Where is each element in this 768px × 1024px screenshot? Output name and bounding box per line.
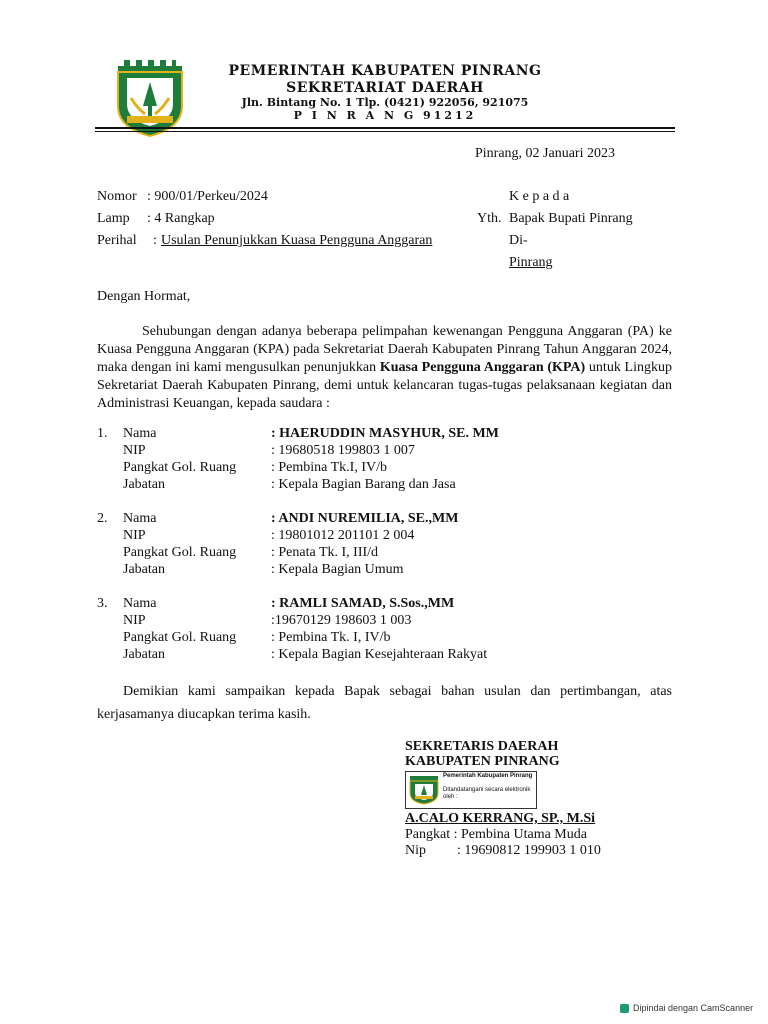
recipient-place: Pinrang [509, 255, 553, 270]
person-2-nama-label: Nama [123, 511, 157, 526]
camscanner-text: Dipindai dengan CamScanner [633, 1003, 754, 1013]
signatory-pangkat: Pangkat : Pembina Utama Muda [405, 827, 587, 842]
person-2-jabatan-label: Jabatan [123, 562, 165, 577]
person-3-nip: :19670129 198603 1 003 [271, 613, 412, 628]
letterhead-address: Jln. Bintang No. 1 Tlp. (0421) 922056, 921075 [241, 96, 529, 109]
salutation: Dengan Hormat, [97, 289, 191, 304]
kepada-label: K e p a d a [509, 189, 570, 204]
body-text-a: Sehubungan dengan adanya beberapa pelimpahan kewenangan Pengguna Anggaran (PA) ke Kuasa Pengguna Anggaran (KPA) pada Sekretariat Daerah Kabupaten Pinrang Tahun Anggaran 2024, maka dengan ini kami mengusulkan penunjukkan [97, 324, 672, 375]
person-2-pangkat: : Penata Tk. I, III/d [271, 545, 379, 560]
person-2-nama: : ANDI NUREMILIA, SE.,MM [271, 511, 459, 526]
signatory-name: A.CALO KERRANG, SP., M.Si [405, 811, 596, 826]
letterhead-city: P I N R A N G 91212 [293, 109, 477, 122]
signatory-title-2: KABUPATEN PINRANG [405, 754, 560, 769]
yth-label: Yth. [477, 211, 502, 226]
camscanner-watermark [620, 1003, 753, 1013]
person-1-jabatan-label: Jabatan [123, 477, 165, 492]
body-text-bold: Kuasa Pengguna Anggaran (KPA) [379, 360, 586, 375]
recipient-di: Di- [509, 233, 528, 248]
e-signature-text: Ditandatangani secara elektronik oleh : [443, 787, 531, 800]
body-text-b: untuk Lingkup Sekretariat Daerah Kabupaten Pinrang, demi untuk kelancaran tugas-tugas pelaksanaan kegiatan dan Administrasi Keuangan, kepada saudara : [97, 360, 672, 411]
lamp-value: : 4 Rangkap [147, 211, 215, 226]
person-1-nama: : HAERUDDIN MASYHUR, SE. MM [271, 426, 499, 441]
nomor-value: : 900/01/Perkeu/2024 [147, 189, 268, 204]
person-1-pangkat-label: Pangkat Gol. Ruang [123, 460, 237, 475]
person-3-nama: : RAMLI SAMAD, S.Sos.,MM [271, 596, 455, 611]
closing-paragraph [97, 680, 672, 726]
letterhead-line-2: SEKRETARIAT DAERAH [286, 80, 484, 96]
signatory-title-1: SEKRETARIS DAERAH [405, 739, 559, 754]
person-3-jabatan-label: Jabatan [123, 647, 165, 662]
person-1-nip: : 19680518 199803 1 007 [271, 443, 415, 458]
person-1-jabatan: : Kepala Bagian Barang dan Jasa [271, 477, 456, 492]
perihal-label: Perihal [97, 233, 137, 248]
e-signature-header: Pemerintah Kabupaten Pinrang [443, 773, 533, 779]
person-3-pangkat-label: Pangkat Gol. Ruang [123, 630, 237, 645]
person-1-nip-label: NIP [123, 443, 146, 458]
person-3-nama-label: Nama [123, 596, 157, 611]
person-2-number: 2. [97, 511, 108, 526]
letter-date: Pinrang, 02 Januari 2023 [475, 146, 615, 161]
letterhead-rule-thick [95, 127, 675, 129]
letterhead-rule-thin [95, 131, 675, 132]
e-signature-emblem-icon [409, 775, 439, 805]
body-paragraph [97, 323, 672, 413]
pinrang-emblem-logo [115, 58, 185, 138]
camscanner-icon [620, 1004, 629, 1013]
signatory-nip-label: Nip [405, 843, 426, 858]
nomor-label: Nomor [97, 189, 137, 204]
person-2-nip: : 19801012 201101 2 004 [271, 528, 415, 543]
perihal-value: Usulan Penunjukkan Kuasa Pengguna Anggaran [161, 233, 433, 248]
person-1-pangkat: : Pembina Tk.I, IV/b [271, 460, 388, 475]
person-1-nama-label: Nama [123, 426, 157, 441]
closing-text: Demikian kami sampaikan kepada Bapak sebagai bahan usulan dan pertimbangan, atas kerjasamanya diucapkan terima kasih. [97, 684, 672, 722]
person-3-jabatan: : Kepala Bagian Kesejahteraan Rakyat [271, 647, 488, 662]
person-2-pangkat-label: Pangkat Gol. Ruang [123, 545, 237, 560]
person-2-nip-label: NIP [123, 528, 146, 543]
person-2-jabatan: : Kepala Bagian Umum [271, 562, 404, 577]
person-3-number: 3. [97, 596, 108, 611]
perihal-colon: : [153, 233, 157, 248]
person-3-pangkat: : Pembina Tk. I, IV/b [271, 630, 391, 645]
recipient-name: Bapak Bupati Pinrang [509, 211, 633, 226]
signatory-nip-value: : 19690812 199903 1 010 [457, 843, 601, 858]
person-3-nip-label: NIP [123, 613, 146, 628]
lamp-label: Lamp [97, 211, 130, 226]
letterhead-line-1: PEMERINTAH KABUPATEN PINRANG [228, 63, 542, 79]
person-1-number: 1. [97, 426, 108, 441]
